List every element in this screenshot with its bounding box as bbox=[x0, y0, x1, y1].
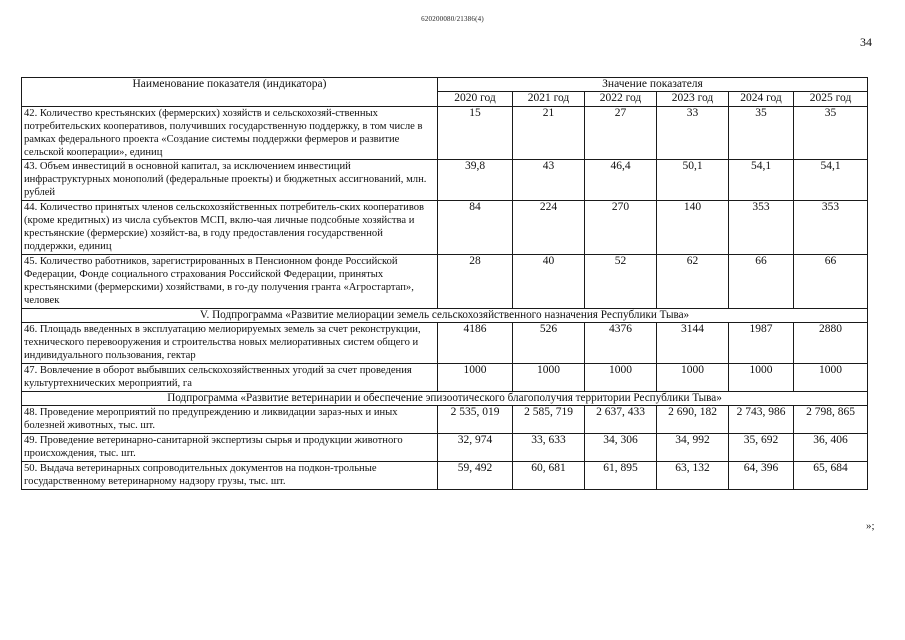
indicator-value: 54,1 bbox=[794, 160, 868, 201]
indicator-value: 3144 bbox=[657, 323, 729, 364]
indicator-value: 62 bbox=[657, 255, 729, 309]
indicator-name: 42. Количество крестьянских (фермерских) хозяйств и сельскохозяй-ственных потребительских кооперативов, получивших государственную поддержку, в том числе в рамках федерального проекта «Создание системы поддержки фермеров и развитие сельской кооперации», единиц bbox=[22, 107, 438, 160]
closing-quote-mark: »; bbox=[866, 520, 875, 532]
indicator-value-header: Значение показателя bbox=[438, 78, 868, 92]
indicator-value: 4186 bbox=[438, 323, 513, 364]
indicator-value: 4376 bbox=[585, 323, 657, 364]
table-header-row bbox=[22, 78, 868, 92]
indicator-value: 50,1 bbox=[657, 160, 729, 201]
indicator-value: 35 bbox=[729, 107, 794, 160]
indicator-value: 1000 bbox=[729, 364, 794, 392]
indicator-value: 2 585, 719 bbox=[513, 406, 585, 434]
indicator-name-header: Наименование показателя (индикатора) bbox=[22, 78, 438, 107]
indicator-value: 39,8 bbox=[438, 160, 513, 201]
indicator-name: 44. Количество принятых членов сельскохозяйственных потребитель-ских кооперативов (кроме кредитных) из числа субъектов МСП, вклю-чая личные подсобные хозяйства и крестьянские (фермерские) хозяйст-ва, в году предоставления государственной поддержки, единиц bbox=[22, 201, 438, 255]
indicator-value: 52 bbox=[585, 255, 657, 309]
year-header: 2020 год bbox=[438, 92, 513, 107]
document-code: 620200080/21386(4) bbox=[421, 15, 484, 23]
indicator-value: 33 bbox=[657, 107, 729, 160]
indicator-value: 1000 bbox=[513, 364, 585, 392]
indicator-value: 27 bbox=[585, 107, 657, 160]
indicator-value: 28 bbox=[438, 255, 513, 309]
indicator-name: 45. Количество работников, зарегистрированных в Пенсионном фонде Российской Федерации, Фонде социального страхования Российской Федерации, принятых крестьянскими (фермерскими) хозяйствами, в го-ду получения гранта «Агростартап», человек bbox=[22, 255, 438, 309]
indicator-name: 47. Вовлечение в оборот выбывших сельскохозяйственных угодий за счет проведения культуртехнических мероприятий, га bbox=[22, 364, 438, 392]
indicator-value: 1000 bbox=[794, 364, 868, 392]
indicator-value: 46,4 bbox=[585, 160, 657, 201]
indicator-value: 270 bbox=[585, 201, 657, 255]
indicator-value: 1000 bbox=[585, 364, 657, 392]
indicator-value: 59, 492 bbox=[438, 462, 513, 490]
indicator-value: 34, 306 bbox=[585, 434, 657, 462]
table-row bbox=[22, 406, 868, 434]
indicator-name: 49. Проведение ветеринарно-санитарной экспертизы сырья и продукции животного происхождения, тыс. шт. bbox=[22, 434, 438, 462]
year-header: 2024 год bbox=[729, 92, 794, 107]
indicator-value: 2 690, 182 bbox=[657, 406, 729, 434]
indicator-value: 1000 bbox=[438, 364, 513, 392]
indicator-name: 48. Проведение мероприятий по предупреждению и ликвидации зараз-ных и иных болезней животных, тыс. шт. bbox=[22, 406, 438, 434]
indicator-value: 32, 974 bbox=[438, 434, 513, 462]
indicator-value: 2880 bbox=[794, 323, 868, 364]
year-header: 2021 год bbox=[513, 92, 585, 107]
indicator-value: 21 bbox=[513, 107, 585, 160]
indicator-value: 35 bbox=[794, 107, 868, 160]
section-title: Подпрограмма «Развитие ветеринарии и обеспечение эпизоотического благополучия территории Республики Тыва» bbox=[22, 392, 868, 406]
indicator-value: 526 bbox=[513, 323, 585, 364]
table-row bbox=[22, 255, 868, 309]
indicator-value: 66 bbox=[729, 255, 794, 309]
indicator-value: 35, 692 bbox=[729, 434, 794, 462]
indicator-value: 36, 406 bbox=[794, 434, 868, 462]
table-row bbox=[22, 434, 868, 462]
year-header: 2023 год bbox=[657, 92, 729, 107]
table-row bbox=[22, 462, 868, 490]
indicator-value: 140 bbox=[657, 201, 729, 255]
indicator-value: 2 535, 019 bbox=[438, 406, 513, 434]
indicator-value: 64, 396 bbox=[729, 462, 794, 490]
indicator-value: 66 bbox=[794, 255, 868, 309]
indicator-value: 40 bbox=[513, 255, 585, 309]
indicator-value: 1987 bbox=[729, 323, 794, 364]
indicator-value: 60, 681 bbox=[513, 462, 585, 490]
indicator-value: 43 bbox=[513, 160, 585, 201]
indicator-table bbox=[21, 77, 868, 490]
indicator-value: 65, 684 bbox=[794, 462, 868, 490]
indicator-value: 84 bbox=[438, 201, 513, 255]
indicator-value: 353 bbox=[729, 201, 794, 255]
section-row bbox=[22, 392, 868, 406]
indicator-name: 46. Площадь введенных в эксплуатацию мелиорируемых земель за счет реконструкции, технического перевооружения и строительства новых мелиоративных систем общего и индивидуального пользования, гектар bbox=[22, 323, 438, 364]
table-row bbox=[22, 201, 868, 255]
section-row bbox=[22, 309, 868, 323]
indicator-name: 43. Объем инвестиций в основной капитал, за исключением инвестиций инфраструктурных монополий (федеральные проекты) и бюджетных ассигнований, млн. рублей bbox=[22, 160, 438, 201]
table-row bbox=[22, 107, 868, 160]
indicator-value: 61, 895 bbox=[585, 462, 657, 490]
indicator-value: 353 bbox=[794, 201, 868, 255]
indicator-value: 34, 992 bbox=[657, 434, 729, 462]
indicator-value: 15 bbox=[438, 107, 513, 160]
indicator-value: 2 798, 865 bbox=[794, 406, 868, 434]
table-row bbox=[22, 160, 868, 201]
indicator-value: 2 637, 433 bbox=[585, 406, 657, 434]
table-row bbox=[22, 364, 868, 392]
indicator-value: 224 bbox=[513, 201, 585, 255]
year-header: 2022 год bbox=[585, 92, 657, 107]
indicator-value: 1000 bbox=[657, 364, 729, 392]
page-number: 34 bbox=[860, 35, 872, 49]
indicator-value: 2 743, 986 bbox=[729, 406, 794, 434]
indicator-name: 50. Выдача ветеринарных сопроводительных документов на подкон-трольные государственному ветеринарному надзору грузы, тыс. шт. bbox=[22, 462, 438, 490]
section-title: V. Подпрограмма «Развитие мелиорации земель сельскохозяйственного назначения Республики Тыва» bbox=[22, 309, 868, 323]
table-row bbox=[22, 323, 868, 364]
indicator-value: 63, 132 bbox=[657, 462, 729, 490]
indicator-value: 33, 633 bbox=[513, 434, 585, 462]
indicator-value: 54,1 bbox=[729, 160, 794, 201]
year-header: 2025 год bbox=[794, 92, 868, 107]
